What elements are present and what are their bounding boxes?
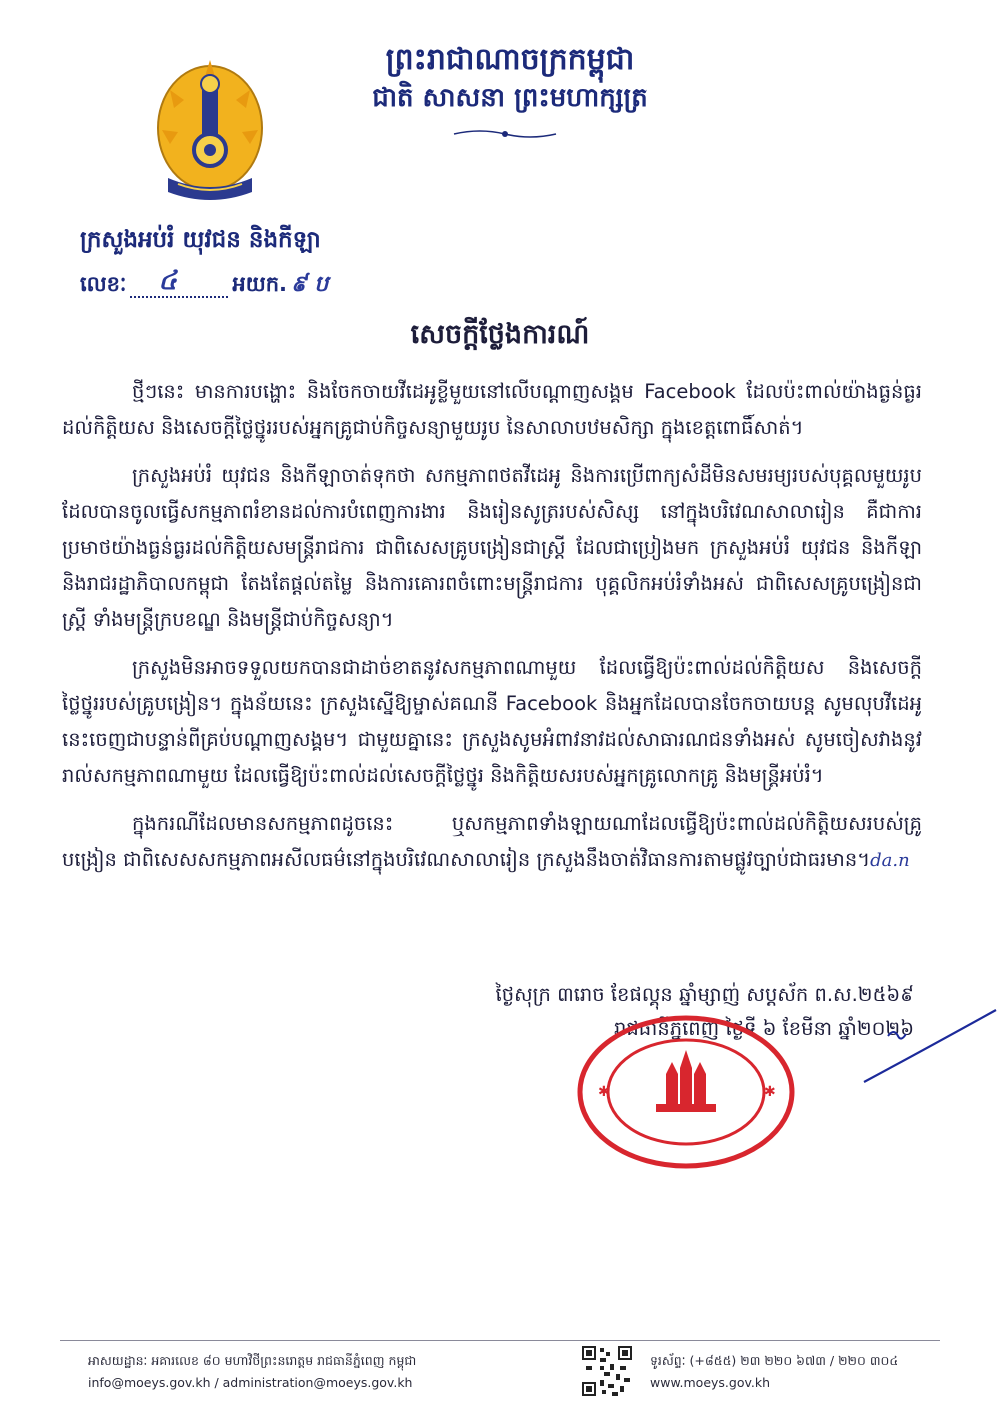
ministry-emblem-icon — [150, 50, 270, 210]
ministry-seal-icon — [574, 1012, 798, 1172]
footer-website[interactable]: www.moeys.gov.kh — [650, 1375, 771, 1390]
reference-number-handwritten: ៤ — [158, 266, 177, 296]
footer-divider — [60, 1340, 940, 1341]
qr-code-icon — [582, 1346, 632, 1396]
national-motto: ជាតិ សាសនា ព្រះមហាក្សត្រ — [372, 83, 648, 113]
svg-text:✱: ✱ — [764, 1084, 776, 1100]
reference-dotted-line — [130, 266, 228, 298]
footer-contact-left — [88, 1350, 416, 1394]
lunar-date: ថ្ងៃសុក្រ ៣រោច ខែផល្គុន ឆ្នាំម្សាញ់ សប្តស័ក ព.ស.២៥៦៩ — [495, 983, 914, 1006]
footer-phone: ទូរស័ព្ទៈ (+៨៥៥) ២៣ ២២០ ៦៧៣ / ២២០ ៣០៤ — [650, 1353, 899, 1368]
kingdom-name: ព្រះរាជាណាចក្រកម្ពុជា — [385, 42, 635, 77]
footer-address: អាសយដ្ឋានៈ អគារលេខ ៨០ មហាវិថីព្រះនរោត្តម រាជធានីភ្នំពេញ កម្ពុជា — [88, 1353, 417, 1368]
paragraph-4-text: ក្នុងករណីដែលមានសកម្មភាពដូចនេះ ឬសកម្មភាពទាំងឡាយណាដែលធ្វើឱ្យប៉ះពាល់ដល់កិត្តិយសរបស់គ្រូបង្រៀន ជាពិសេសសកម្មភាពអសីលធម៌នៅក្នុងបរិវេណសាលារៀន ក្រសួងនឹងចាត់វិធានការតាមផ្លូវច្បាប់ជាធរមាន។ — [62, 812, 922, 871]
ministry-name: ក្រសួងអប់រំ យុវជន និងកីឡា — [80, 227, 321, 253]
footer-emails: info@moeys.gov.kh / administration@moeys.gov.kh — [88, 1375, 413, 1390]
document-title: សេចក្តីថ្លែងការណ៍ — [410, 319, 590, 350]
ornament-divider-icon — [450, 126, 560, 142]
paragraph-1: ថ្មីៗនេះ មានការបង្ហោះ និងចែកចាយវីដេអូខ្លីមួយនៅលើបណ្តាញសង្គម Facebook ដែលប៉ះពាល់យ៉ាងធ្ងន់ធ្ងរដល់កិត្តិយស និងសេចក្តីថ្លៃថ្នូររបស់អ្នកគ្រូជាប់កិច្ចសន្យាមួយរូប នៃសាលាបឋមសិក្សា ក្នុងខេត្តពោធិ៍សាត់។ — [62, 380, 922, 439]
reference-label: លេខៈ — [80, 272, 127, 296]
reference-suffix: អយក. — [232, 272, 288, 296]
paragraph-2: ក្រសួងអប់រំ យុវជន និងកីឡាចាត់ទុកថា សកម្មភាពថតវីដេអូ និងការប្រើពាក្យសំដីមិនសមរម្យរបស់បុគ្គលមួយរូប ដែលបានចូលធ្វើសកម្មភាពរំខានដល់ការបំពេញការងារ និងរៀនសូត្ររបស់សិស្ស នៅក្នុងបរិវេណសាលារៀន គឺជាការប្រមាថយ៉ាងធ្ងន់ធ្ងរដល់កិត្តិយសមន្ត្រីរាជការ ជាពិសេសគ្រូបង្រៀនជាស្ត្រី ដែលជាប្រៀងមក ក្រសួងអប់រំ យុវជន និងកីឡា និងរាជរដ្ឋាភិបាលកម្ពុជា តែងតែផ្តល់តម្លៃ និងការគោរពចំពោះមន្ត្រីរាជការ បុគ្គលិកអប់រំទាំងអស់ ជាពិសេសគ្រូបង្រៀនជាស្ត្រី ទាំងមន្ត្រីក្របខណ្ឌ និងមន្ត្រីជាប់កិច្ចសន្យា។ — [62, 464, 922, 631]
reference-number — [80, 266, 329, 302]
kingdom-heading — [360, 40, 660, 116]
closing-initials: da.n — [870, 850, 910, 871]
footer-contact-right — [650, 1350, 898, 1394]
svg-text:✱: ✱ — [598, 1084, 610, 1100]
paragraph-3: ក្រសួងមិនអាចទទួលយកបានជាដាច់ខាតនូវសកម្មភាពណាមួយ ដែលធ្វើឱ្យប៉ះពាល់ដល់កិត្តិយស និងសេចក្តីថ្លៃថ្នូររបស់គ្រូបង្រៀន។ ក្នុងន័យនេះ ក្រសួងស្នើឱ្យម្ចាស់គណនី Facebook និងអ្នកដែលបានចែកចាយបន្ត សូមលុបវីដេអូនេះចេញជាបន្ទាន់ពីគ្រប់បណ្តាញសង្គម។ ជាមួយគ្នានេះ ក្រសួងសូមអំពាវនាវដល់សាធារណជនទាំងអស់ សូមចៀសវាងនូវរាល់សកម្មភាពណាមួយ ដែលធ្វើឱ្យប៉ះពាល់ដល់សេចក្តីថ្លៃថ្នូរ និងកិត្តិយសរបស់អ្នកគ្រូលោកគ្រូ និងមន្ត្រីអប់រំ។ — [62, 656, 922, 787]
solar-date: រាជធានីភ្នំពេញ ថ្ងៃទី ៦ ខែមីនា ឆ្នាំ២០២៦ — [614, 1017, 914, 1040]
reference-suffix-handwritten: ៩ ប — [291, 271, 329, 297]
paragraph-4 — [62, 806, 922, 879]
signature-icon — [850, 1004, 1000, 1084]
statement-body — [62, 374, 922, 879]
